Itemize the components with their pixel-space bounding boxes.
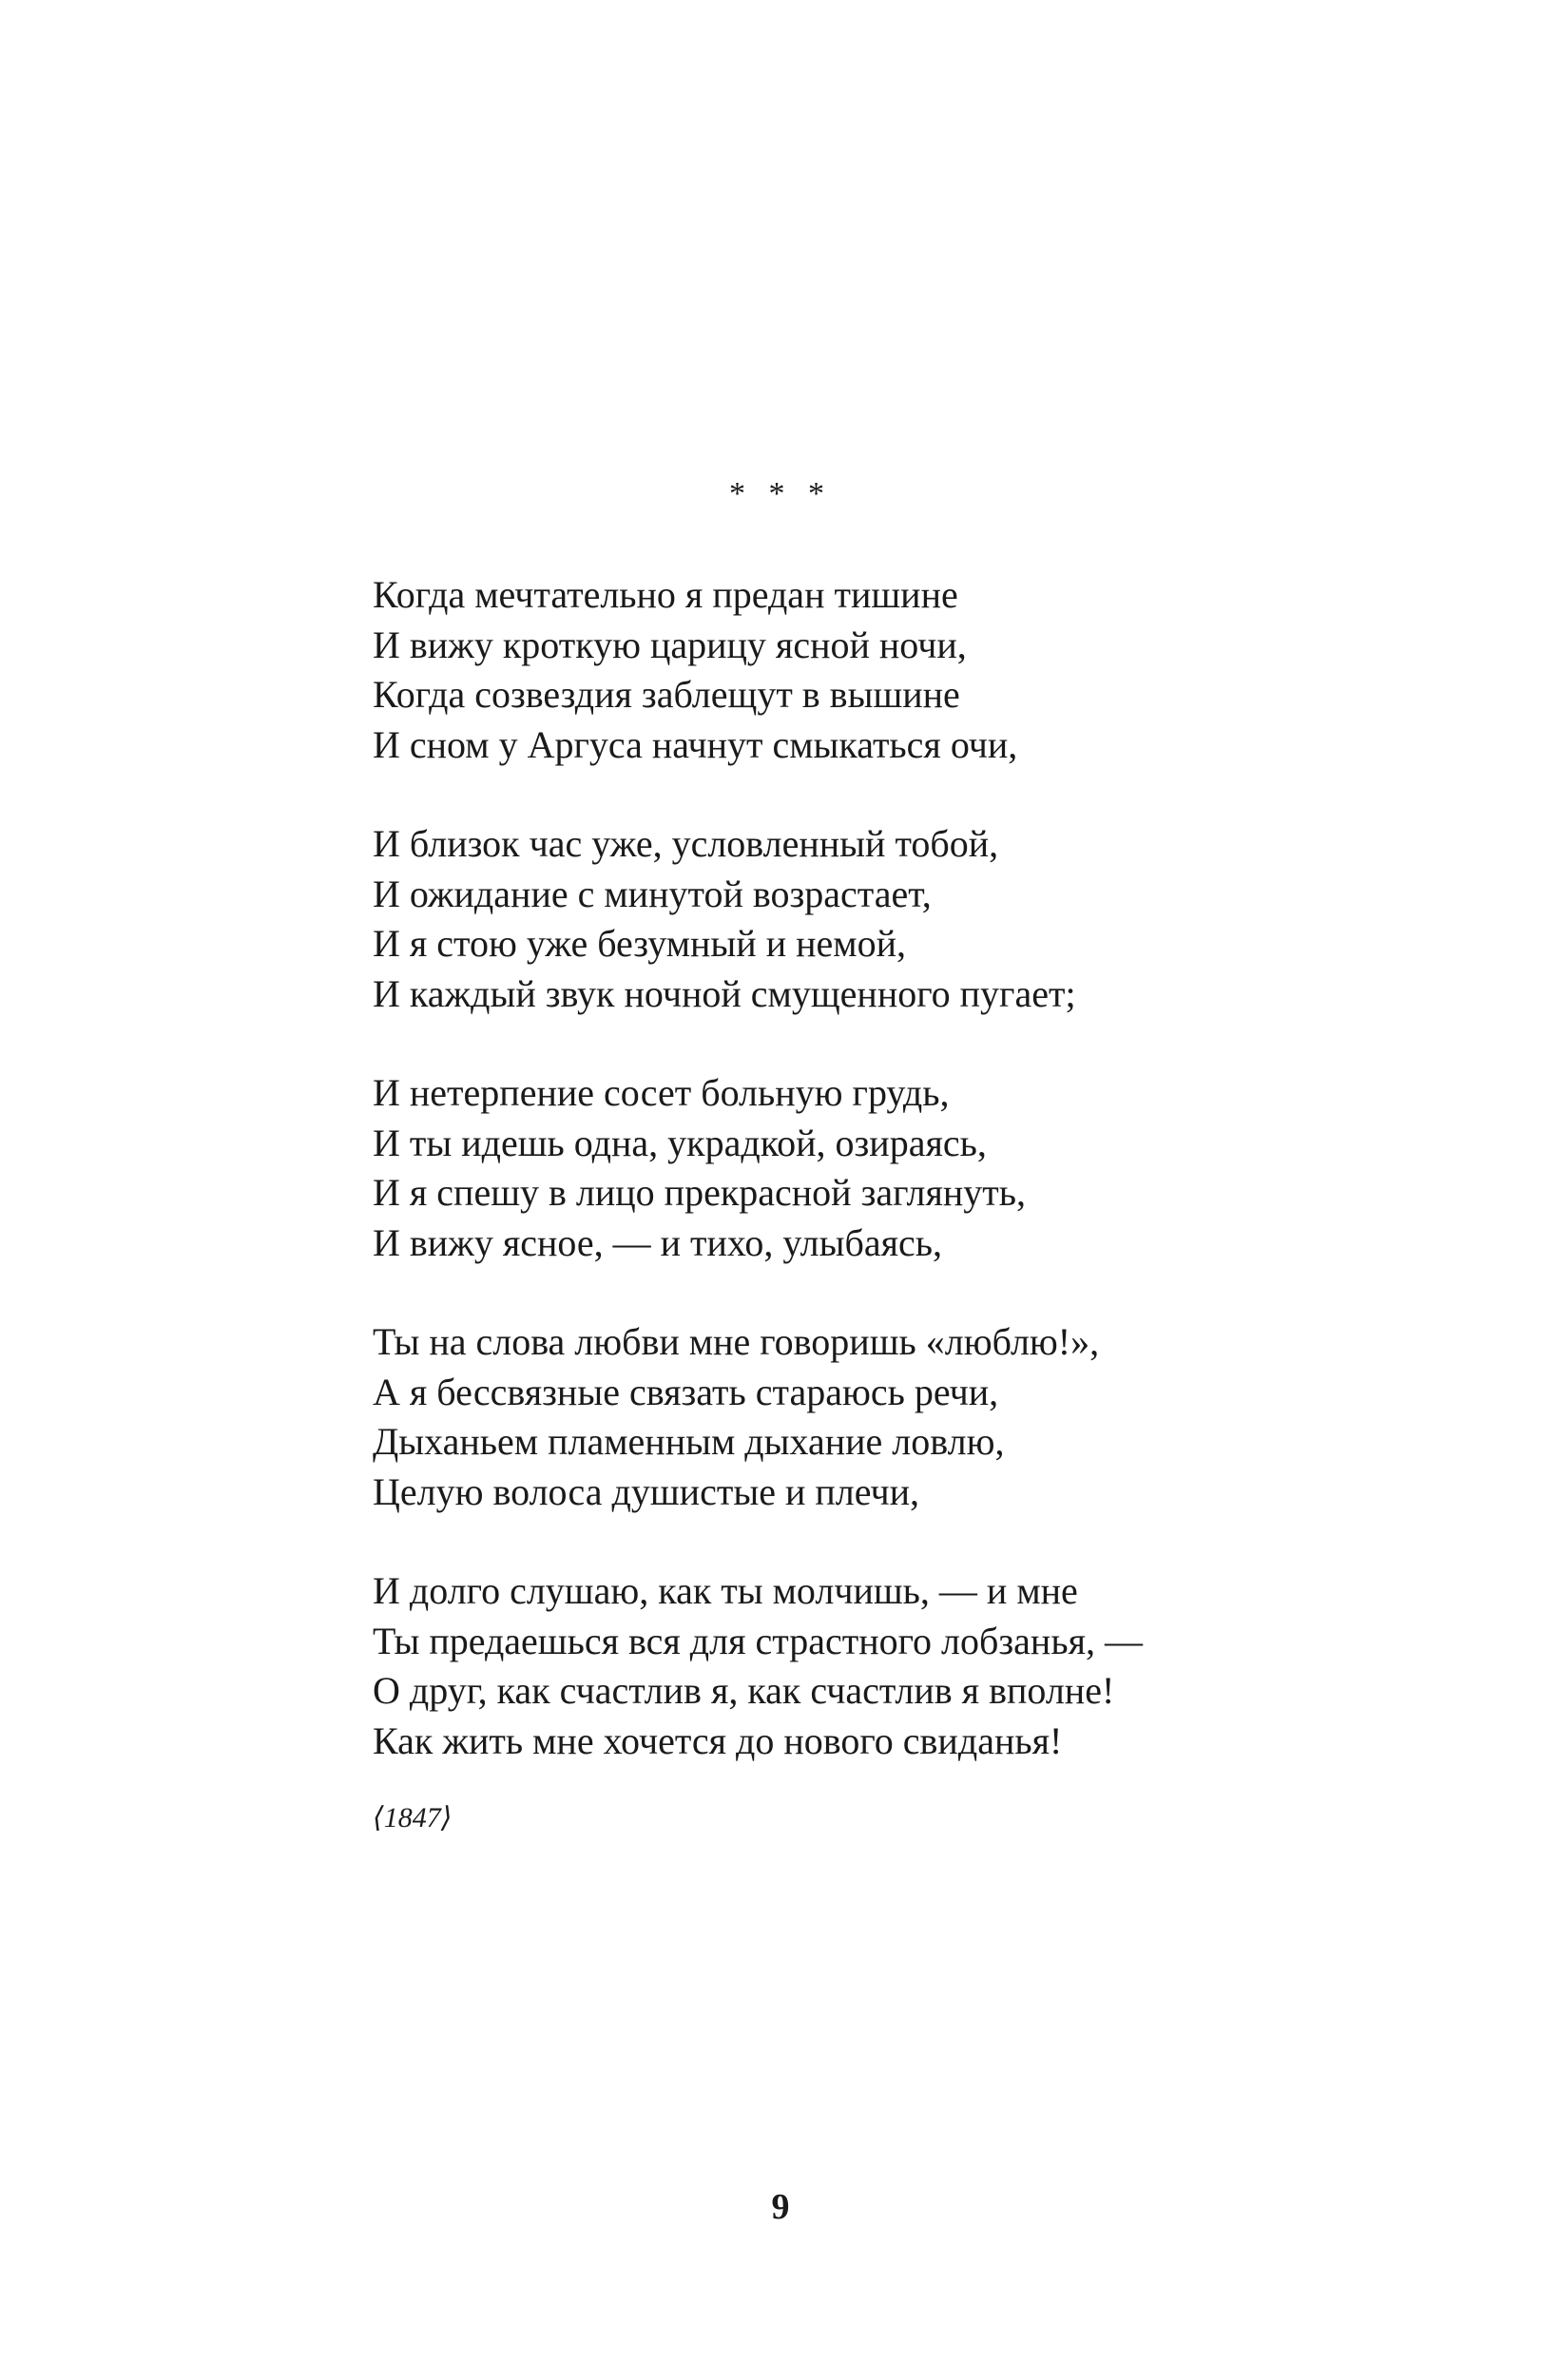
stanza-3 bbox=[373, 1068, 1323, 1268]
poem-line: Ты на слова любви мне говоришь «люблю!», bbox=[373, 1320, 1100, 1363]
stanza-1 bbox=[373, 570, 1323, 770]
poem-line: И нетерпение сосет больную грудь, bbox=[373, 1071, 950, 1114]
poem-line: И сном у Аргуса начнут смыкаться очи, bbox=[373, 722, 1018, 766]
poem-line: И я стою уже безумный и немой, bbox=[373, 922, 906, 965]
poem-body bbox=[373, 570, 1323, 1815]
poem-line: А я бессвязные связать стараюсь речи, bbox=[373, 1370, 999, 1413]
stanza-2 bbox=[373, 819, 1323, 1019]
poem-line: О друг, как счастлив я, как счастлив я вполне! bbox=[373, 1669, 1115, 1712]
poem-line: И ожидание с минутой возрастает, bbox=[373, 872, 932, 915]
page-number: 9 bbox=[771, 2187, 790, 2227]
poem-line: И вижу ясное, — и тихо, улыбаясь, bbox=[373, 1220, 942, 1264]
poem-line: Когда мечтательно я предан тишине bbox=[373, 573, 958, 616]
stanza-4 bbox=[373, 1317, 1323, 1517]
poem-line: И долго слушаю, как ты молчишь, — и мне bbox=[373, 1569, 1078, 1612]
poem-line: И вижу кроткую царицу ясной ночи, bbox=[373, 623, 967, 666]
poem-date: ⟨1847⟩ bbox=[373, 1802, 453, 1833]
poem-line: И ты идешь одна, украдкой, озираясь, bbox=[373, 1121, 987, 1164]
poem-line: Ты предаешься вся для страстного лобзанья, — bbox=[373, 1619, 1143, 1662]
poem-line: Дыханьем пламенным дыхание ловлю, bbox=[373, 1420, 1005, 1463]
poem-line: Целую волоса душистые и плечи, bbox=[373, 1469, 919, 1513]
poem-heading-asterisks: * * * bbox=[729, 476, 832, 511]
poem-line: И каждый звук ночной смущенного пугает; bbox=[373, 971, 1076, 1015]
poem-line: Как жить мне хочется до нового свиданья! bbox=[373, 1718, 1063, 1762]
poem-line: Когда созвездия заблещут в вышине bbox=[373, 673, 960, 716]
poem-line: И близок час уже, условленный тобой, bbox=[373, 822, 999, 865]
stanza-5 bbox=[373, 1566, 1323, 1766]
poem-line: И я спешу в лицо прекрасной заглянуть, bbox=[373, 1171, 1026, 1214]
